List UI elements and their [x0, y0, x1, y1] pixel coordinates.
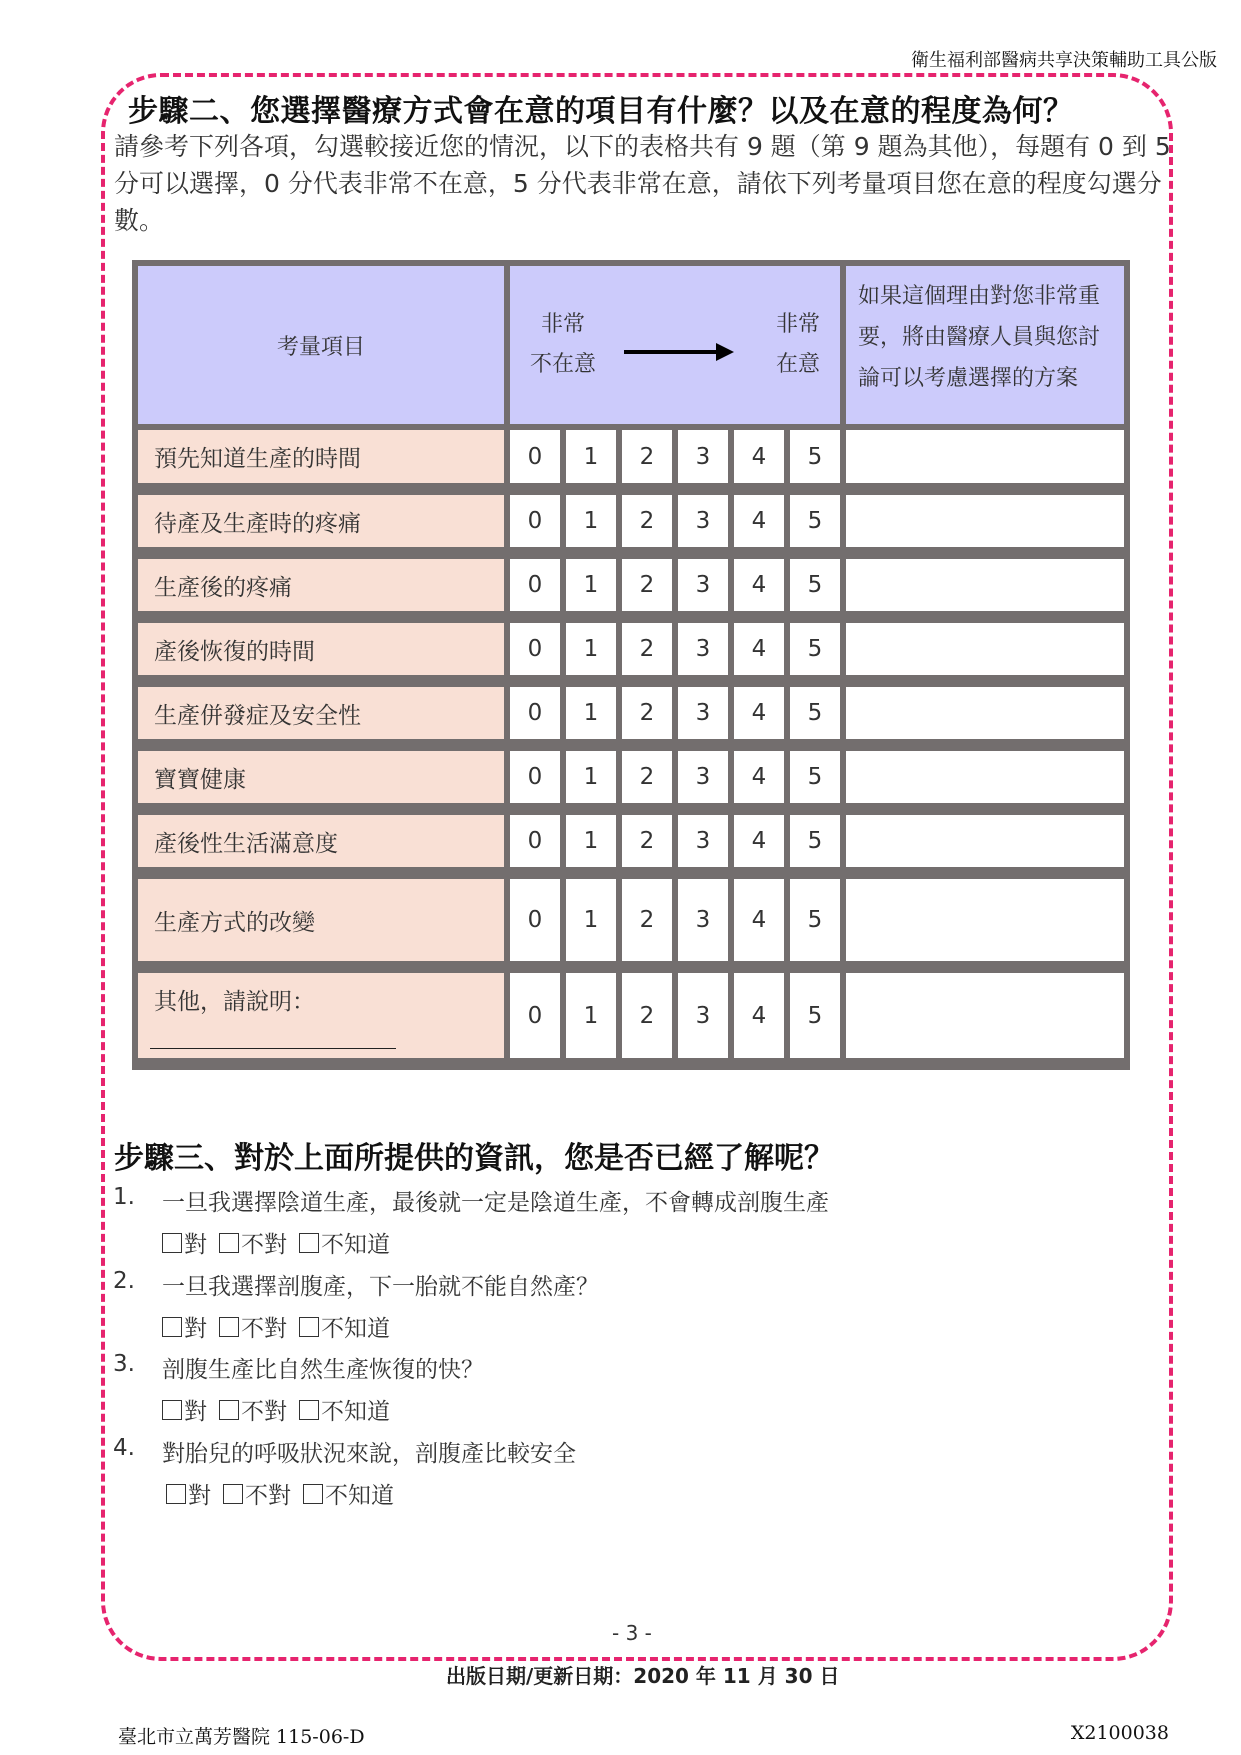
scale-right-label [776, 305, 820, 385]
score-option-3[interactable]: 3 [678, 559, 728, 611]
answer-option-yes[interactable] [166, 1477, 211, 1510]
score-option-1[interactable]: 1 [566, 430, 616, 483]
table-row-item [138, 559, 504, 611]
score-option-2[interactable]: 2 [622, 495, 672, 547]
note-cell[interactable] [846, 495, 1124, 547]
score-option-2[interactable]: 2 [622, 623, 672, 675]
score-option-2[interactable]: 2 [622, 751, 672, 803]
score-option-3[interactable]: 3 [678, 815, 728, 867]
option-label: 不知道 [321, 1316, 390, 1342]
note-cell[interactable] [846, 430, 1124, 483]
answer-option-unknown[interactable] [299, 1393, 390, 1426]
score-option-4[interactable]: 4 [734, 687, 784, 739]
score-option-2[interactable]: 2 [622, 687, 672, 739]
scale-left-label [530, 305, 596, 385]
header-note-label: 如果這個理由對您非常重要，將由醫療人員與您討論可以考慮選擇的方案 [858, 284, 1101, 391]
score-option-3[interactable]: 3 [678, 430, 728, 483]
score-option-0[interactable]: 0 [510, 751, 560, 803]
score-option-5[interactable]: 5 [790, 751, 840, 803]
row-label: 預先知道生產的時間 [154, 446, 361, 472]
score-option-0[interactable]: 0 [510, 559, 560, 611]
question-text: 一旦我選擇陰道生產，最後就一定是陰道生產，不會轉成剖腹生產 [162, 1190, 829, 1216]
option-label: 對 [188, 1483, 211, 1509]
row-label: 待產及生產時的疼痛 [154, 510, 361, 537]
score-option-4[interactable]: 4 [734, 973, 784, 1058]
arrow-right-icon [624, 340, 736, 364]
checkbox-icon[interactable] [219, 1317, 239, 1337]
option-label: 不知道 [321, 1232, 390, 1258]
checkbox-icon[interactable] [162, 1400, 182, 1420]
document-id: X2100038 [1070, 1722, 1169, 1744]
note-cell[interactable] [846, 623, 1124, 675]
score-option-5[interactable]: 5 [790, 430, 840, 483]
row-label: 寶寶健康 [154, 766, 246, 793]
score-option-1[interactable]: 1 [566, 751, 616, 803]
score-option-2[interactable]: 2 [622, 430, 672, 483]
score-option-1[interactable]: 1 [566, 815, 616, 867]
header-note-column [846, 266, 1124, 424]
note-cell[interactable] [846, 687, 1124, 739]
checkbox-icon[interactable] [162, 1233, 182, 1253]
scale-right-line: 在意 [775, 352, 820, 377]
option-label: 不對 [241, 1232, 287, 1258]
publish-date: 出版日期/更新日期：2020 年 11 月 30 日 [446, 1664, 840, 1688]
row-label: 生產併發症及安全性 [154, 702, 361, 729]
score-option-2[interactable]: 2 [622, 815, 672, 867]
answer-option-yes[interactable] [162, 1226, 207, 1259]
score-option-1[interactable]: 1 [566, 495, 616, 547]
answer-option-no[interactable] [219, 1393, 287, 1426]
score-option-5[interactable]: 5 [790, 687, 840, 739]
table-row-item [138, 430, 504, 483]
score-option-5[interactable]: 5 [790, 879, 840, 961]
score-option-3[interactable]: 3 [678, 751, 728, 803]
checkbox-icon[interactable] [299, 1400, 319, 1420]
checkbox-icon[interactable] [166, 1484, 186, 1504]
score-option-1[interactable]: 1 [566, 879, 616, 961]
score-option-4[interactable]: 4 [734, 623, 784, 675]
checkbox-icon[interactable] [299, 1233, 319, 1253]
note-cell[interactable] [846, 559, 1124, 611]
scale-left-line: 非常 [541, 312, 586, 337]
hospital-code: 臺北市立萬芳醫院 115-06-D [118, 1726, 365, 1748]
option-label: 不對 [241, 1316, 287, 1342]
score-option-5[interactable]: 5 [790, 623, 840, 675]
other-explanation-line[interactable] [150, 1048, 396, 1049]
score-option-3[interactable]: 3 [678, 973, 728, 1058]
answer-options [162, 1393, 390, 1426]
score-option-5[interactable]: 5 [790, 973, 840, 1058]
scale-left-line: 不在意 [530, 352, 597, 377]
note-cell[interactable] [846, 815, 1124, 867]
score-option-1[interactable]: 1 [566, 559, 616, 611]
answer-option-unknown[interactable] [299, 1226, 390, 1259]
checkbox-icon[interactable] [299, 1317, 319, 1337]
answer-option-no[interactable] [219, 1226, 287, 1259]
score-option-5[interactable]: 5 [790, 559, 840, 611]
question-number: 4. [113, 1435, 135, 1461]
score-option-4[interactable]: 4 [734, 495, 784, 547]
score-option-0[interactable]: 0 [510, 879, 560, 961]
question-number: 3. [113, 1351, 135, 1377]
option-label: 不對 [241, 1399, 287, 1425]
note-cell[interactable] [846, 879, 1124, 961]
score-option-2[interactable]: 2 [622, 559, 672, 611]
score-option-4[interactable]: 4 [734, 751, 784, 803]
checkbox-icon[interactable] [219, 1233, 239, 1253]
scale-right-line: 非常 [775, 312, 820, 337]
answer-options [166, 1477, 394, 1510]
table-row-item [138, 623, 504, 675]
table-row-item [138, 751, 504, 803]
table-row-item [138, 815, 504, 867]
score-option-0[interactable]: 0 [510, 815, 560, 867]
score-option-3[interactable]: 3 [678, 495, 728, 547]
question-text: 對胎兒的呼吸狀況來說，剖腹產比較安全 [162, 1441, 576, 1467]
answer-options [162, 1226, 390, 1259]
answer-option-unknown[interactable] [299, 1310, 390, 1343]
row-label: 其他，請說明： [154, 989, 315, 1015]
score-option-3[interactable]: 3 [678, 623, 728, 675]
answer-option-yes[interactable] [162, 1310, 207, 1343]
row-label: 生產方式的改變 [154, 909, 315, 936]
score-option-4[interactable]: 4 [734, 879, 784, 961]
answer-option-unknown[interactable] [303, 1477, 394, 1510]
score-option-1[interactable]: 1 [566, 623, 616, 675]
answer-option-no[interactable] [219, 1310, 287, 1343]
score-option-1[interactable]: 1 [566, 687, 616, 739]
score-option-0[interactable]: 0 [510, 623, 560, 675]
score-option-2[interactable]: 2 [622, 879, 672, 961]
score-option-3[interactable]: 3 [678, 879, 728, 961]
answer-option-no[interactable] [223, 1477, 291, 1510]
note-cell[interactable] [846, 751, 1124, 803]
checkbox-icon[interactable] [162, 1317, 182, 1337]
step2-title: 步驟二、您選擇醫療方式會在意的項目有什麼？以及在意的程度為何？ [128, 94, 1074, 129]
header-org-edition: 衛生福利部醫病共享決策輔助工具公版 [911, 50, 1217, 71]
page-number: - 3 - [612, 1621, 652, 1645]
score-option-2[interactable]: 2 [622, 973, 672, 1058]
score-option-4[interactable]: 4 [734, 430, 784, 483]
option-label: 對 [184, 1232, 207, 1258]
option-label: 不知道 [325, 1483, 394, 1509]
score-option-5[interactable]: 5 [790, 815, 840, 867]
option-label: 不知道 [321, 1399, 390, 1425]
checkbox-icon[interactable] [303, 1484, 323, 1504]
header-item-column [138, 266, 504, 424]
score-option-4[interactable]: 4 [734, 559, 784, 611]
option-label: 對 [184, 1316, 207, 1342]
consideration-table [132, 260, 1130, 1070]
score-option-4[interactable]: 4 [734, 815, 784, 867]
table-row-item [138, 495, 504, 547]
header-item-label: 考量項目 [276, 334, 365, 360]
note-cell[interactable] [846, 973, 1124, 1058]
score-option-0[interactable]: 0 [510, 430, 560, 483]
score-option-5[interactable]: 5 [790, 495, 840, 547]
answer-option-yes[interactable] [162, 1393, 207, 1426]
table-row-item [138, 879, 504, 961]
table-row-item [138, 973, 504, 1058]
step3-title: 步驟三、對於上面所提供的資訊，您是否已經了解呢？ [114, 1141, 834, 1176]
question-number: 2. [113, 1268, 135, 1294]
option-label: 不對 [245, 1483, 291, 1509]
score-option-1[interactable]: 1 [566, 973, 616, 1058]
row-label: 生產後的疼痛 [154, 574, 292, 601]
step2-intro: 請參考下列各項，勾選較接近您的情況，以下的表格共有 9 題（第 9 題為其他），每題有 0 到 5 分可以選擇，0 分代表非常不在意，5 分代表非常在意，請依下列考量項目您在意的程度勾選分數。 [114, 132, 1171, 235]
row-label: 產後性生活滿意度 [154, 830, 338, 857]
question-text: 一旦我選擇剖腹產，下一胎就不能自然產？ [162, 1274, 599, 1300]
checkbox-icon[interactable] [223, 1484, 243, 1504]
score-option-0[interactable]: 0 [510, 687, 560, 739]
question-number: 1. [113, 1184, 135, 1210]
checkbox-icon[interactable] [219, 1400, 239, 1420]
score-option-0[interactable]: 0 [510, 495, 560, 547]
question-text: 剖腹生產比自然生產恢復的快？ [162, 1357, 484, 1383]
option-label: 對 [184, 1399, 207, 1425]
answer-options [162, 1310, 390, 1343]
score-option-0[interactable]: 0 [510, 973, 560, 1058]
score-option-3[interactable]: 3 [678, 687, 728, 739]
table-row-item [138, 687, 504, 739]
row-label: 產後恢復的時間 [154, 638, 315, 665]
